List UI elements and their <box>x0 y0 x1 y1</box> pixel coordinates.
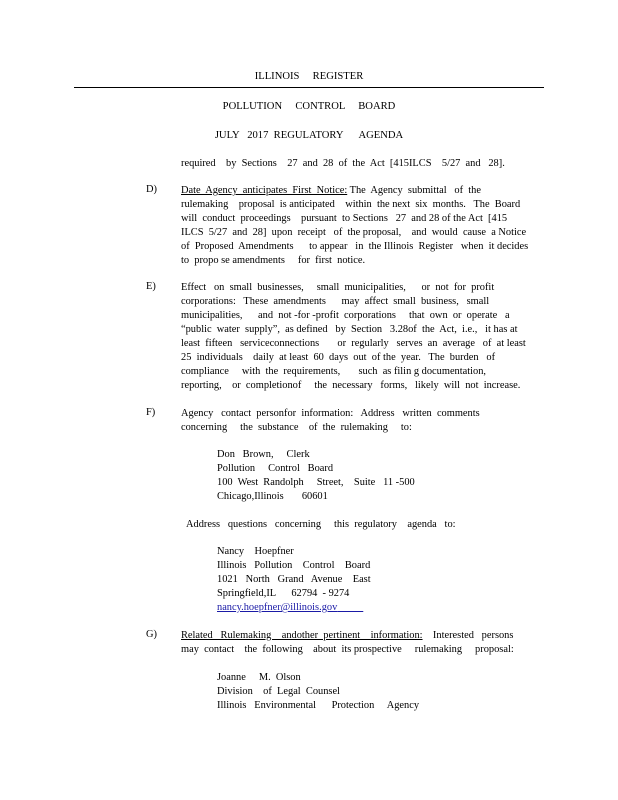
section-g-heading: Related Rulemaking andother pertinent information: <box>181 630 423 641</box>
contact-city: Springfield,IL 62794 - 9274 <box>217 588 350 599</box>
section-e-label: E) <box>146 281 156 292</box>
questions-line: Address questions concerning this regulatory agenda to: <box>186 519 456 530</box>
header-divider <box>74 87 544 88</box>
section-e-line-5: least fifteen serviceconnections or regularly serves an average of at least <box>181 338 526 349</box>
continuation-line: required by Sections 27 and 28 of the Act [415ILCS 5/27 and 28]. <box>181 158 505 169</box>
section-d-line-4: ILCS 5/27 and 28] upon receipt of the proposal, and would cause a Notice <box>181 227 527 238</box>
section-f-intro-2: concerning the substance of the rulemaking to: <box>181 422 412 433</box>
contact-email-line <box>217 601 363 614</box>
section-g-label: G) <box>146 629 157 640</box>
section-e-line-8: reporting, or completionof the necessary forms, likely will not increase. <box>181 380 521 391</box>
section-g-line-2: may contact the following about its prospective rulemaking proposal: <box>181 644 514 655</box>
section-f-label: F) <box>146 407 156 418</box>
contact-org: Illinois Pollution Control Board <box>217 560 371 571</box>
section-d-line-3: will conduct proceedings pursuant to Sections 27 and 28 of the Act [415 <box>181 213 508 224</box>
g-contact-agency: Illinois Environmental Protection Agency <box>217 700 420 711</box>
section-d-line-1-rest: The Agency submittal of the <box>347 185 481 196</box>
clerk-street: 100 West Randolph Street, Suite 11 -500 <box>217 477 415 488</box>
board-title: POLLUTION CONTROL BOARD <box>222 101 396 112</box>
g-contact-name: Joanne M. Olson <box>217 672 301 683</box>
section-d-label: D) <box>146 184 157 195</box>
register-title: ILLINOIS REGISTER <box>254 71 364 82</box>
section-d-heading: Date Agency anticipates First Notice: <box>181 185 348 196</box>
section-g-line-1 <box>181 629 513 642</box>
clerk-org: Pollution Control Board <box>217 463 334 474</box>
section-e-line-7: compliance with the requirements, such as filin g documentation, <box>181 366 487 377</box>
clerk-name: Don Brown, Clerk <box>217 449 310 460</box>
section-e-line-3: municipalities, and not -for -profit corporations that own or operate a <box>181 310 510 321</box>
section-d-line-2: rulemaking proposal is anticipated within the next six months. The Board <box>181 199 521 210</box>
section-e-line-2: corporations: These amendments may affect small business, small <box>181 296 490 307</box>
contact-name: Nancy Hoepfner <box>217 546 294 557</box>
contact-email-link[interactable]: nancy.hoepfner@illinois.gov <box>217 602 338 613</box>
email-underline-tail <box>337 602 363 613</box>
section-f-intro-1: Agency contact personfor information: Address written comments <box>181 408 480 419</box>
section-e-line-1: Effect on small businesses, small municipalities, or not for profit <box>181 282 495 293</box>
section-d-line-1 <box>181 184 481 197</box>
clerk-city: Chicago,Illinois 60601 <box>217 491 328 502</box>
section-e-line-6: 25 individuals daily at least 60 days out of the year. The burden of <box>181 352 496 363</box>
g-contact-division: Division of Legal Counsel <box>217 686 340 697</box>
section-d-line-5: of Proposed Amendments to appear in the Illinois Register when it decides <box>181 241 529 252</box>
section-d-line-6: to propo se amendments for first notice. <box>181 255 366 266</box>
agenda-title: JULY 2017 REGULATORY AGENDA <box>214 130 404 141</box>
contact-street: 1021 North Grand Avenue East <box>217 574 371 585</box>
section-e-line-4: “public water supply”, as defined by Section 3.28of the Act, i.e., it has at <box>181 324 518 335</box>
section-g-line-1-rest: Interested persons <box>422 630 514 641</box>
